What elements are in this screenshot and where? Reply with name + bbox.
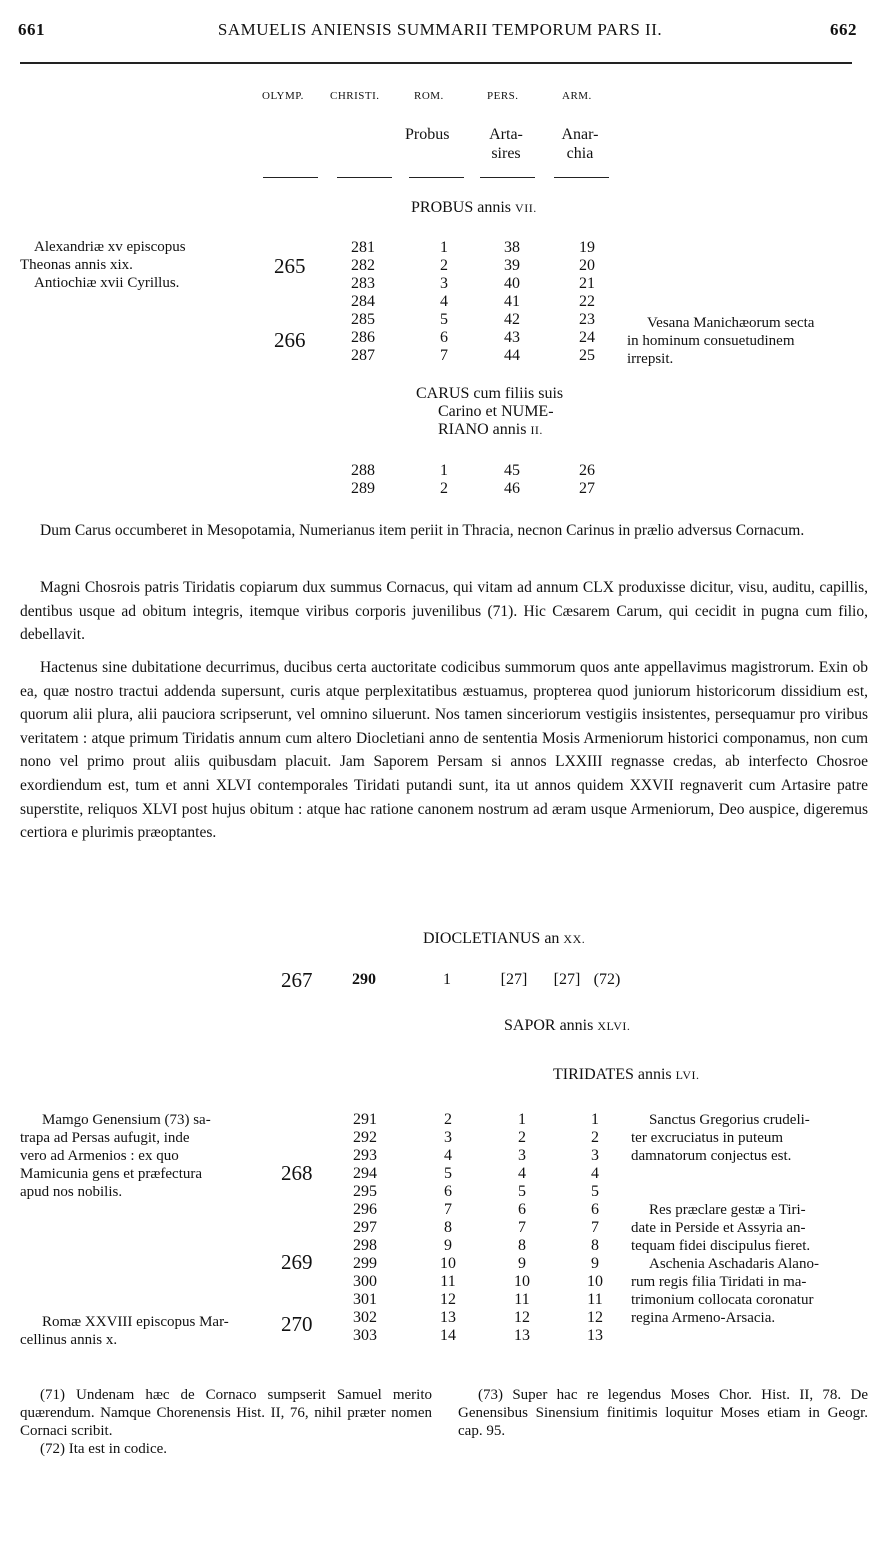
col-rule-christi: [337, 177, 392, 178]
res-gestae-note: Res præclare gestæ a Tiri- date in Perside et Assyria an- tequam fidei discipulus fieret. Aschenia Aschadaris Alano- rum regis filia Tiridati in ma- trimonium collocata coronatur regina Armeno-Arsacia.: [631, 1202, 819, 1326]
olymp-265: 265: [274, 254, 306, 278]
page-number-left: 661: [18, 20, 45, 39]
mamgo-note: Mamgo Genensium (73) sa- trapa ad Persas aufugit, inde vero ad Armenios : ex quo Mamicunia gens et præfectura apud nos nobilis.: [20, 1112, 211, 1200]
sapor-title: SAPOR annis XLVI.: [504, 1017, 631, 1034]
col-sub-arm-1: Anar-: [561, 126, 599, 143]
col-sub-pers-2: sires: [491, 145, 521, 162]
col-sub-pers-1: Arta-: [489, 126, 523, 143]
olymp-267: 267: [281, 968, 313, 992]
header-rule: [20, 62, 852, 64]
olymp-266: 266: [274, 328, 306, 352]
carus-title: CARUS cum filiis suis Carino et NUME- RIANO annis II.: [416, 385, 564, 438]
col-rule-olymp: [263, 177, 318, 178]
probus-right-note: Vesana Manichæorum secta in hominum consuetudinem irrepsit.: [627, 315, 815, 367]
paragraph-hactenus: Hactenus sine dubitatione decurrimus, ducibus certa auctoritate codicibus summorum quos ante appellavimus magistrorum. Exin ob ea, quæ nostro tractui addenda supersunt, curis atque perplexitatibus æstuamus, propterea quod juniorum historicorum dissidium est, quorum alii plura, alii pauciora scripserunt, vel omnino siluerunt. Nos tamen sinceriorum vestigiis insistentes, persequamur pro viribus veritatem : atque primum Tiridatis annum cum altero Diocletiani anno de sententia Mosis Armeniorum historici componamus, non cum nono vel primo prout aliis quibusdam placuit. Jam Saporem Persam si annos LXXIII regnasse credas, ab interfecto Chosroe exordiendum est, tum et anni XLVI contemporales Tiridati putandi sunt, ita ut annos quidem XXVII regnaverit cum Artasire patre superstite, reliquos XLVI post hujus obitum : atque hac ratione canonem nostrum ad æram usque Armeniorum, Deo auspice, digeremus certiora e plurimis præoptantes.: [20, 659, 868, 842]
diocletianus-title: DIOCLETIANUS an XX.: [423, 930, 586, 947]
probus-title: PROBUS annis VII.: [411, 199, 537, 216]
olymp-269: 269: [281, 1250, 313, 1274]
col-header-arm: ARM.: [562, 90, 592, 102]
col-rule-rom: [409, 177, 464, 178]
col-rule-pers: [480, 177, 535, 178]
col-header-pers: PERS.: [487, 90, 519, 102]
tiridates-title: TIRIDATES annis LVI.: [553, 1066, 700, 1083]
olymp-268: 268: [281, 1161, 313, 1185]
running-title: SAMUELIS ANIENSIS SUMMARII TEMPORUM PARS II.: [217, 20, 663, 39]
paragraph-carus: Dum Carus occumberet in Mesopotamia, Numerianus item periit in Thracia, necnon Carinus in prælio adversus Cornacum.: [40, 522, 805, 539]
col-header-rom: ROM.: [414, 90, 444, 102]
col-rule-arm: [554, 177, 609, 178]
col-sub-rom: Probus: [405, 126, 450, 143]
paragraph-cornacus: Magni Chosrois patris Tiridatis copiarum dux summus Cornacus, qui vitam ad annum CLX produxisse dicitur, visu, auditu, capillis, dentibus usque ad obitum integris, itemque viribus corporis juvenilibus (71). Hic Cæsarem Carum, qui cecidit in pugna cum filio, debellavit.: [20, 579, 868, 644]
footnote-71: (71) Undenam hæc de Cornaco sumpserit Samuel merito quærendum. Namque Chorenensis Hist. II, 76, nihil præter nomen Cornaci scribit.: [20, 1387, 432, 1439]
marcellinus-note: Romæ XXVIII episcopus Mar- cellinus annis x.: [20, 1314, 229, 1348]
page-number-right: 662: [830, 20, 857, 39]
col-header-christi: CHRISTI.: [330, 90, 380, 102]
footnote-72: (72) Ita est in codice.: [40, 1441, 168, 1457]
col-header-olymp: OLYMP.: [262, 90, 304, 102]
probus-left-note: Alexandriæ xv episcopus Theonas annis xix. Antiochiæ xvii Cyrillus.: [20, 239, 186, 291]
gregorius-note: Sanctus Gregorius crudeli- ter excruciatus in puteum damnatorum conjectus est.: [631, 1112, 810, 1164]
col-sub-arm-2: chia: [566, 145, 594, 162]
olymp-270: 270: [281, 1312, 313, 1336]
footnote-73: (73) Super hac re legendus Moses Chor. Hist. II, 78. De Genensibus Sinensium finitimis loquitur Moses etiam in Geogr. cap. 95.: [458, 1387, 868, 1439]
